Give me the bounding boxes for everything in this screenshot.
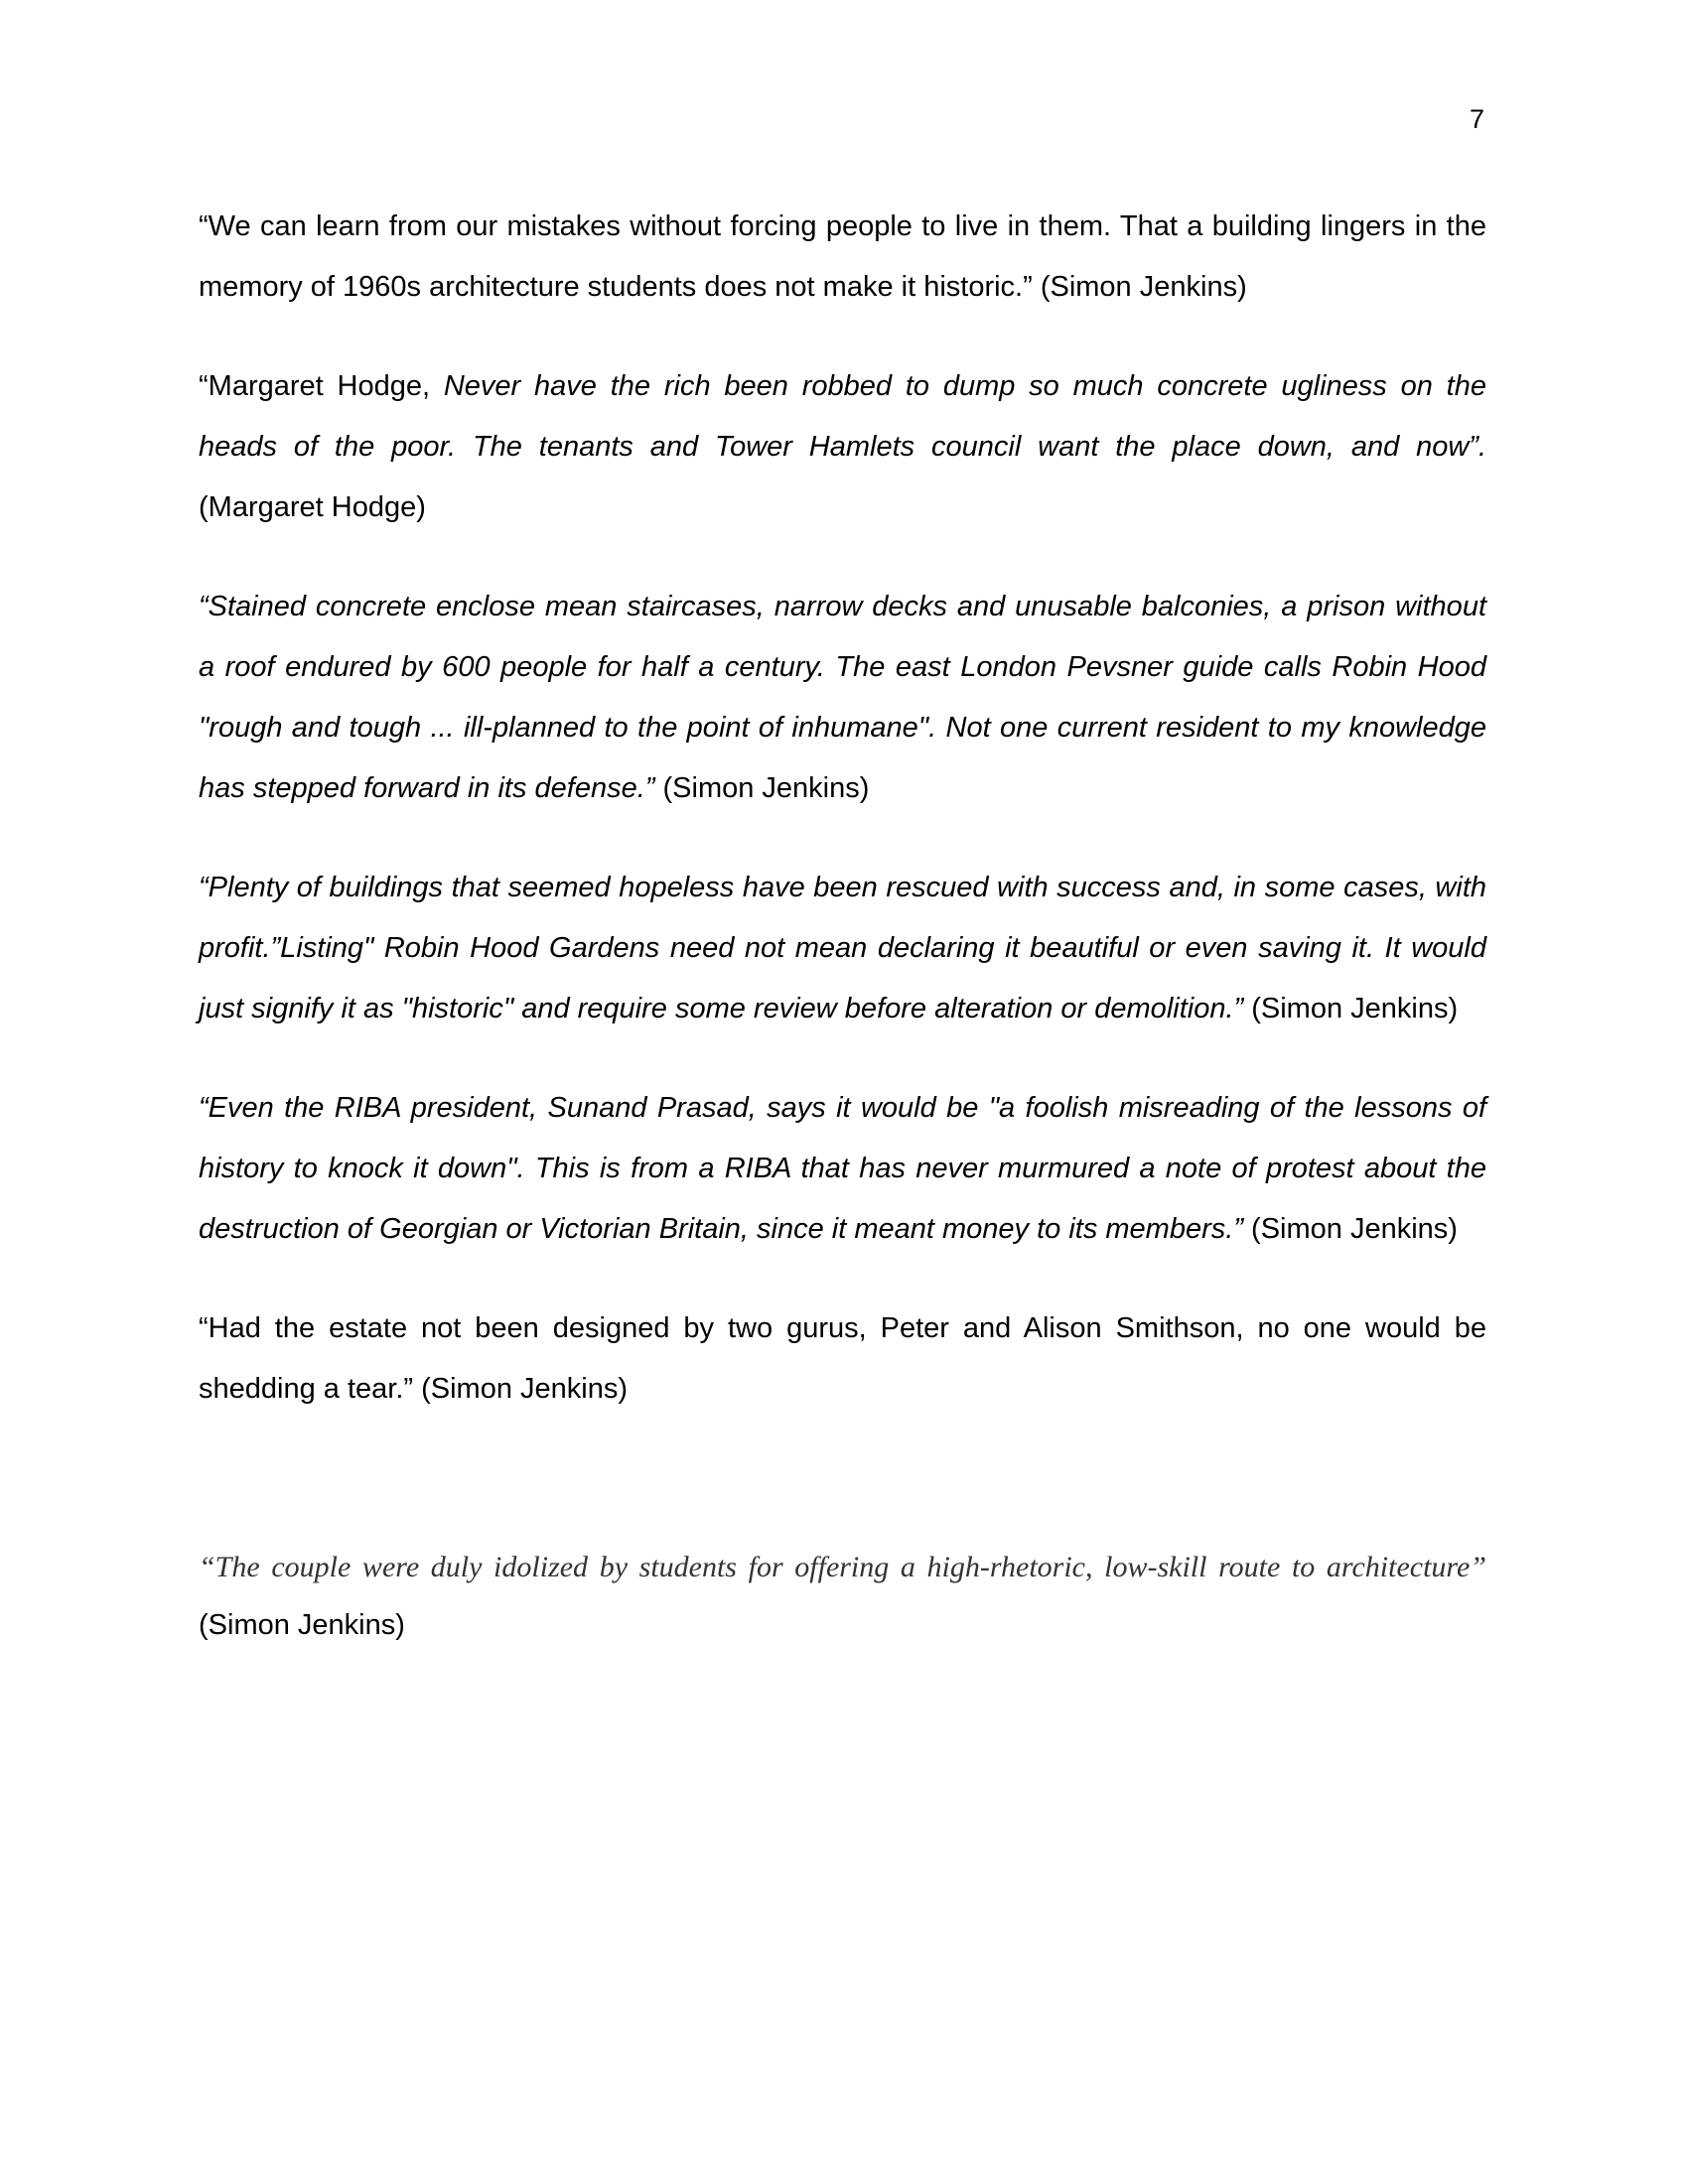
quote-attribution: (Margaret Hodge) bbox=[199, 491, 426, 523]
page-number: 7 bbox=[1469, 104, 1484, 134]
italic-quote: “Stained concrete enclose mean staircases, narrow decks and unusable balconies, a prison without a roof endured by 600 people for half a century. The east London Pevsner guide calls Robin Hood "rough and tough ... ill-planned to the point of inhumane". Not one current resident to my knowledge has stepped forward in its defense.” bbox=[199, 591, 1486, 804]
quote-paragraph-1 bbox=[199, 197, 1486, 318]
italic-quote: “Even the RIBA president, Sunand Prasad, says it would be "a foolish misreading of the lessons of history to knock it down". This is from a RIBA that has never murmured a note of protest about the destruction of Georgian or Victorian Britain, since it meant money to its members.” bbox=[199, 1092, 1486, 1245]
paragraph-lead: “Margaret Hodge, bbox=[199, 370, 444, 402]
quote-paragraph-3 bbox=[199, 577, 1486, 819]
quote-paragraph-6 bbox=[199, 1298, 1486, 1420]
italic-quote: Never have the rich been robbed to dump so much concrete ugliness on the heads of the poor. The tenants and Tower Hamlets council want the place down, and now”. bbox=[199, 370, 1486, 463]
quote-attribution: (Simon Jenkins) bbox=[1243, 993, 1459, 1024]
quote-attribution: (Simon Jenkins) bbox=[199, 1609, 405, 1641]
quote-attribution: (Simon Jenkins) bbox=[654, 772, 870, 804]
document-body bbox=[199, 197, 1486, 1693]
quote-paragraph-5 bbox=[199, 1078, 1486, 1260]
italic-quote: “Plenty of buildings that seemed hopeless have been rescued with success and, in some cases, with profit.”Listing" Robin Hood Gardens need not mean declaring it beautiful or even saving it. It would just signify it as "historic" and require some review before alteration or demolition.” bbox=[199, 872, 1486, 1024]
quote-paragraph-4 bbox=[199, 858, 1486, 1039]
paragraph-text: “We can learn from our mistakes without forcing people to live in them. That a building lingers in the memory of 1960s architecture students does not make it historic.” (Simon Jenkins) bbox=[199, 210, 1486, 303]
italic-quote: “The couple were duly idolized by students for offering a high-rhetoric, low-skill route to architecture” bbox=[199, 1551, 1486, 1583]
quote-paragraph-7 bbox=[199, 1539, 1486, 1654]
paragraph-text: “Had the estate not been designed by two gurus, Peter and Alison Smithson, no one would be shedding a tear.” (Simon Jenkins) bbox=[199, 1312, 1486, 1405]
quote-paragraph-2 bbox=[199, 356, 1486, 538]
quote-attribution: (Simon Jenkins) bbox=[1242, 1213, 1458, 1245]
